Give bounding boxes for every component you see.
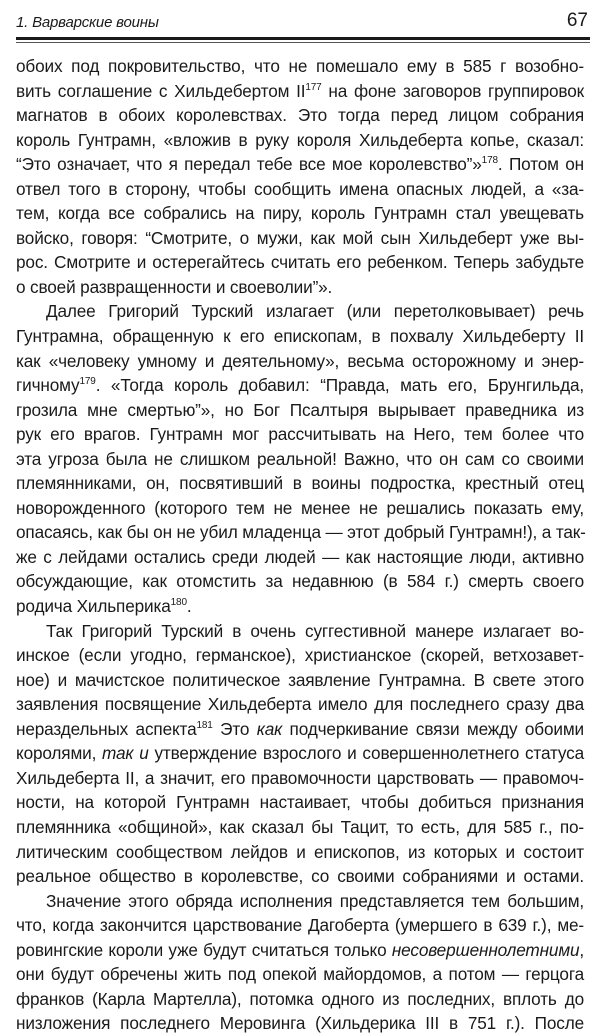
text-line <box>16 152 584 177</box>
text-run: отвел того в сторону, чтобы сообщить имена опасных людей, а «за- <box>16 178 584 199</box>
text-line <box>16 668 584 693</box>
text-run: как «человеку умному и деятельному», весьма осторожному и энер- <box>16 350 584 371</box>
text-line <box>16 692 584 717</box>
text-line <box>16 741 584 766</box>
text-run: литическим сообществом лейдов и епископов, из которых и состоит <box>16 841 584 862</box>
text-run: Гунтрамна, обращенную к его епископам, в похвалу Хильдеберту II <box>16 326 584 347</box>
text-run: они будут обречены жить под опекой майордомов, а потом — герцога <box>16 964 584 985</box>
text-run: . <box>186 596 192 617</box>
text-line <box>16 766 584 791</box>
text-line <box>16 128 584 153</box>
text-run: тем, когда все собрались на пиру, король Гунтрамн стал увещевать <box>16 203 584 224</box>
text-line <box>16 177 584 202</box>
text-run: “Это означает, что я передал тебе все мое королевство”» <box>16 154 482 175</box>
text-run: Хильдеберта II, а значит, его правомочности царствовать — правомоч- <box>16 767 584 788</box>
text-line <box>16 471 584 496</box>
text-run: рос. Смотрите и остерегайтесь считать его ребенком. Теперь забудьте <box>16 252 584 273</box>
text-run: о своей развращенности и своеволии”». <box>16 276 333 297</box>
page-header <box>16 6 590 36</box>
text-line <box>16 422 584 447</box>
text-run: франков (Карла Мартелла), потомка одного из последних, вплоть до <box>16 988 584 1009</box>
text-line <box>16 717 584 742</box>
text-line <box>16 324 584 349</box>
text-run: Значение этого обряда исполнения представляется тем большим, <box>46 890 584 911</box>
header-rule-thin <box>16 42 590 43</box>
text-line <box>16 299 584 324</box>
footnote-ref[interactable]: 177 <box>305 81 322 93</box>
text-run: магнатов в обоих королевствах. Это тогда перед лицом собрания <box>16 105 584 126</box>
text-line <box>16 913 584 938</box>
text-line <box>16 398 584 423</box>
text-run: инское (если угодно, германское), христианское (скорей, ветхозавет- <box>16 645 584 666</box>
text-line <box>16 569 584 594</box>
italic-emphasis: несовершеннолетними <box>391 939 580 960</box>
text-run: ное) и мачистское политическое заявление Гунтрамна. В свете этого <box>16 669 584 690</box>
text-run: племянниками, он, посвятивший в воины подростка, крестный отец <box>16 473 584 494</box>
text-line <box>16 938 584 963</box>
text-line <box>16 1011 584 1036</box>
text-run: Так Григорий Турский в очень суггестивной манере излагает во- <box>46 620 584 641</box>
text-run: обсуждающие, как отомстить за недавнюю (в 584 г.) смерть своего <box>16 571 584 592</box>
text-line <box>16 373 584 398</box>
footnote-ref[interactable]: 178 <box>481 155 498 167</box>
text-line <box>16 250 584 275</box>
text-run: низложения последнего Меровинга (Хильдерика III в 751 г.). После <box>16 1013 584 1034</box>
text-line <box>16 889 584 914</box>
text-run: ности, на которой Гунтрамн настаивает, чтобы добиться признания <box>16 792 584 813</box>
text-run: же с лейдами остались среди людей — как настоящие люди, активно <box>16 546 584 567</box>
text-run: рук его врагов. Гунтрамн мог рассчитывать на Него, тем более что <box>16 424 584 445</box>
text-run: эта угроза была не слишком реальной! Важно, что он сам со своими <box>16 448 584 469</box>
text-run: . «Тогда король добавил: “Правда, мать его, Брунгильда, <box>95 375 584 396</box>
text-line <box>16 840 584 865</box>
text-run: вить соглашение с Хильдебертом II <box>16 80 306 101</box>
text-run: король Гунтрамн, «вложив в руку короля Хильдеберта копье, сказал: <box>16 129 584 150</box>
text-line <box>16 864 584 889</box>
text-run: Это <box>212 718 257 739</box>
text-run: нераздельных аспекта <box>16 718 197 739</box>
text-line <box>16 594 584 619</box>
running-head: 1. Варварские воины <box>16 14 159 31</box>
text-run: заявления посвящение Хильдеберта имело для последнего сразу два <box>16 694 584 715</box>
text-run: , <box>579 939 584 960</box>
text-line <box>16 275 584 300</box>
text-run: ровингские короли уже будут считаться только <box>16 939 392 960</box>
text-line <box>16 619 584 644</box>
footnote-ref[interactable]: 180 <box>170 597 187 609</box>
footnote-ref[interactable]: 181 <box>196 719 213 731</box>
text-run: новорожденного (которого тем не менее не решались показать ему, <box>16 497 584 518</box>
text-line <box>16 349 584 374</box>
text-line <box>16 447 584 472</box>
text-run: реальное общество в королевстве, со своими собраниями и остами. <box>16 866 584 887</box>
text-run: на фоне заговоров группировок <box>321 80 584 101</box>
text-run: войско, говоря: “Смотрите, о мужи, как мой сын Хильдеберт уже вы- <box>16 227 584 248</box>
text-run: королями, <box>16 743 103 764</box>
text-run: родича Хильперика <box>16 596 171 617</box>
text-line <box>16 987 584 1012</box>
text-line <box>16 545 584 570</box>
text-line <box>16 815 584 840</box>
text-line <box>16 643 584 668</box>
text-run: обоих под покровительство, что не помешало ему в 585 г возобно- <box>16 56 584 76</box>
text-run: Далее Григорий Турский излагает (или перетолковывает) речь <box>46 301 584 322</box>
text-run: утверждение взрослого и совершеннолетнего статуса <box>148 743 584 764</box>
text-line <box>16 79 584 104</box>
page-number: 67 <box>566 10 588 31</box>
text-line <box>16 54 584 79</box>
text-line <box>16 103 584 128</box>
text-run: племянника «общиной», как сказал бы Тацит, то есть, для 585 г., по- <box>16 816 584 837</box>
text-run: грозила мне смертью”», но Бог Псалтыря вырывает праведника из <box>16 399 584 420</box>
text-line <box>16 226 584 251</box>
text-line <box>16 962 584 987</box>
text-run: гичному <box>16 375 80 396</box>
italic-emphasis: так и <box>102 743 149 764</box>
header-rule <box>16 37 590 40</box>
text-line <box>16 790 584 815</box>
footnote-ref[interactable]: 179 <box>79 376 96 388</box>
body-text <box>16 54 584 1036</box>
text-line <box>16 496 584 521</box>
italic-emphasis: как <box>256 718 283 739</box>
text-run: подчеркивание связи между обоими <box>282 718 584 739</box>
text-run: что, когда закончится царствование Дагоберта (умершего в 639 г.), ме- <box>16 915 584 936</box>
text-run: . Потом он <box>497 154 584 175</box>
text-line <box>16 201 584 226</box>
text-run: опасаясь, как бы он не убил младенца — этот добрый Гунтрамн!), а так- <box>16 522 586 543</box>
text-line <box>16 520 584 545</box>
